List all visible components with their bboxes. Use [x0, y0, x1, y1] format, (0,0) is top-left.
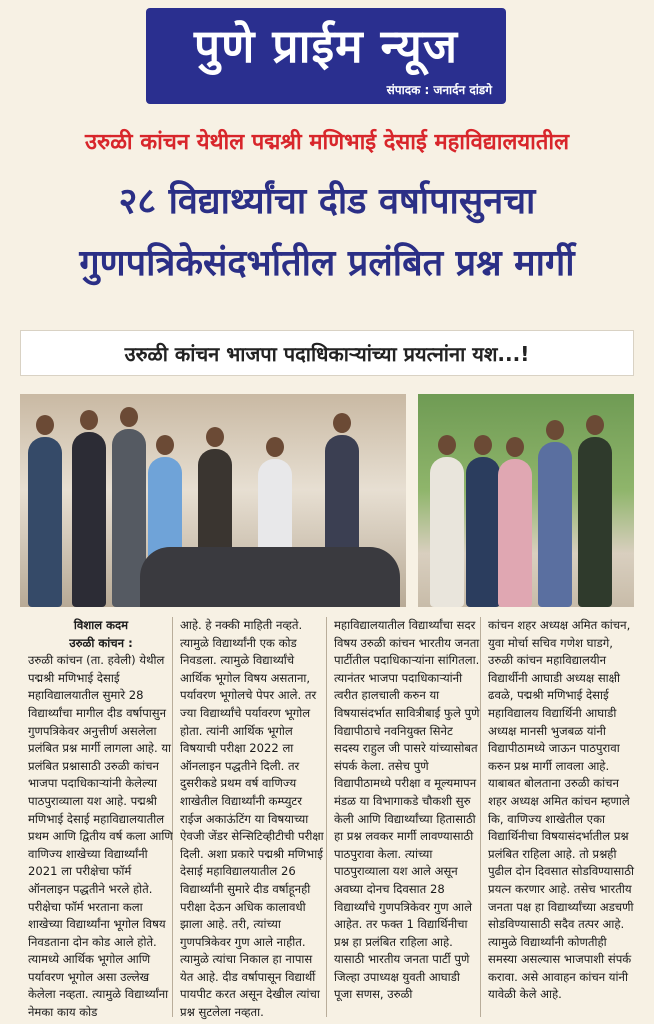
article-column-1	[28, 617, 174, 1019]
column-2-text: आहे. हे नक्की माहिती नव्हते. त्यामुळे विद्यार्थ्यांनी एक कोड निवडला. त्यामुळे विद्यार्थ्यांचे आर्थिक भूगोल विषय असताना, पर्यावरण भूगोलचे पेपर आले. तर ज्या विद्यार्थ्यांचे पर्यावरण भूगोल होता. त्यांनी आर्थिक भूगोल विषयाची परीक्षा 2022 ला ऑनलाइन पद्धतीने दिली. तर दुसरीकडे प्रथम वर्ष वाणिज्य शाखेतील विद्यार्थ्यांनी कम्प्युटर राईज अकाऊंटिंग या विषयाच्या ऐवजी जेंडर सेन्सिटिव्हीटीची परीक्षा दिली. अशा प्रकारे पद्मश्री मणिभाई देसाई महाविद्यालयातील 26 विद्यार्थ्यांनी सुमारे दीड वर्षाहूनही परीक्षा देऊन अधिक कालावधी झाला आहे. तरी, त्यांच्या गुणपत्रिकेवर गुण आले नाहीत. त्यामुळे त्यांचा निकाल हा नापास येत आहे. दीड वर्षापासून विद्यार्थी पायपीट करत असून देखील त्यांचा प्रश्न सुटलेला नव्हता.	[180, 618, 324, 1020]
article-column-2	[180, 617, 326, 1019]
headline-line-1: उरुळी कांचन येथील पद्मश्री मणिभाई देसाई महाविद्यालयातील	[84, 130, 570, 155]
column-4-text: कांचन शहर अध्यक्ष अमित कांचन, युवा मोर्चा सचिव गणेश घाडगे, उरुळी कांचन महाविद्यालयीन विद्यार्थीनी आघाडी अध्यक्ष साक्षी ढवळे, पद्मश्री मणिभाई देसाई महाविद्यालय विद्यार्थिनी आघाडी अध्यक्ष मानसी भुजबळ यांनी विद्यापीठामध्ये जाऊन पाठपुरावा करुन प्रश्न मार्गी लावला आहे. याबाबत बोलताना उरुळी कांचन शहर अध्यक्ष अमित कांचन म्हणाले कि, वाणिज्य शाखेतील एका विद्यार्थिनीचा विषयासंदर्भातील प्रश्न प्रलंबित राहिला आहे. तो प्रश्नही पुढील दोन दिवसात सोडविण्यासाठी प्रयत्न करणार आहे. तसेच भारतीय जनता पक्ष हा विद्यार्थ्यांच्या अडचणी सोडविण्यासाठी सदैव तत्पर आहे. त्यामुळे विद्यार्थ्यांनी कोणतीही समस्या असल्यास भाजपाशी संपर्क करावा. असे आवाहन कांचन यांनी यावेळी केले आहे.	[488, 618, 634, 1002]
editor-credit: संपादक : जनार्दन दांडगे	[386, 83, 492, 97]
photo-office-meeting	[20, 394, 406, 607]
masthead	[146, 8, 506, 104]
column-1-text: उरुळी कांचन (ता. हवेली) येथील पद्मश्री मणिभाई देसाई महाविद्यालयातील सुमारे 28 विद्यार्थ्यांचा मागील दीड वर्षापासुन गुणपत्रिकेवर अनुत्तीर्ण असलेला प्रलंबित प्रश्न मार्गी लागला आहे. या प्रलंबित प्रश्नासाठी उरुळी कांचन भाजपा पदाधिकाऱ्यांनी केलेल्या पाठपुराव्याला यश आहे. पद्मश्री मणिभाई देसाई महाविद्यालयातील प्रथम आणि द्वितीय वर्ष कला आणि वाणिज्य शाखेच्या विद्यार्थ्यांनी 2021 ला परीक्षेचा फॉर्म ऑनलाइन पद्धतीने भरले होते. परीक्षेचा फॉर्म भरताना कला शाखेच्या विद्यार्थ्यांना भूगोल विषय निवडताना दोन कोड आले होते. त्यामध्ये आर्थिक भूगोल आणि पर्यावरण भूगोल असा उल्लेख केलेला नव्हता. त्यामुळे विद्यार्थ्यांना नेमका काय कोड	[28, 653, 173, 1020]
headline-line-2: २८ विद्यार्थ्यांचा दीड वर्षापासुनचा	[118, 181, 536, 222]
masthead-title: पुणे प्राईम न्यूज	[194, 19, 458, 73]
article-column-3	[334, 617, 480, 1019]
subheadline-text: उरुळी कांचन भाजपा पदाधिकाऱ्यांच्या प्रयत्नांना यश...!	[124, 341, 530, 366]
headline-line-3: गुणपत्रिकेसंदर्भातील प्रलंबित प्रश्न मार्गी	[79, 243, 575, 284]
article-body	[20, 617, 634, 1019]
column-3-text: महाविद्यालयातील विद्यार्थ्यांचा सदर विषय उरुळी कांचन भारतीय जनता पार्टीतील पदाधिकाऱ्यांना सांगितला. त्यानंतर भाजपा पदाधिकाऱ्यांनी त्वरीत हालचाली करुन या विषयासंदर्भात सावित्रीबाई फुले पुणे विद्यापीठाचे नवनियुक्त सिनेट सदस्य राहुल जी पासरे यांच्यासोबत संपर्क केला. तसेच पुणे विद्यापीठामध्ये परीक्षा व मूल्यमापन मंडळ या विभागाकडे चौकशी सुरु केली आणि विद्यार्थ्यांच्या हितासाठी हा प्रश्न लवकर मार्गी लावण्यासाठी पाठपुरावा केला. त्यांच्या पाठपुराव्याला यश आले असून अवघ्या दोनच दिवसात 28 विद्यार्थ्यांचे गुणपत्रिकेवर गुण आले आहेत. तर फक्त 1 विद्यार्थिनीचा प्रश्न हा प्रलंबित राहिला आहे. यासाठी भारतीय जनता पार्टी पुणे जिल्हा उपाध्यक्ष युवती आघाडी पूजा सणस, उरुळी	[334, 618, 480, 1002]
photo-outdoor-group	[418, 394, 634, 607]
byline-place: उरुळी कांचन :	[69, 635, 133, 650]
subheadline	[20, 330, 634, 376]
byline-author: विशाल कदम	[73, 618, 129, 632]
article-column-4	[488, 617, 634, 1019]
